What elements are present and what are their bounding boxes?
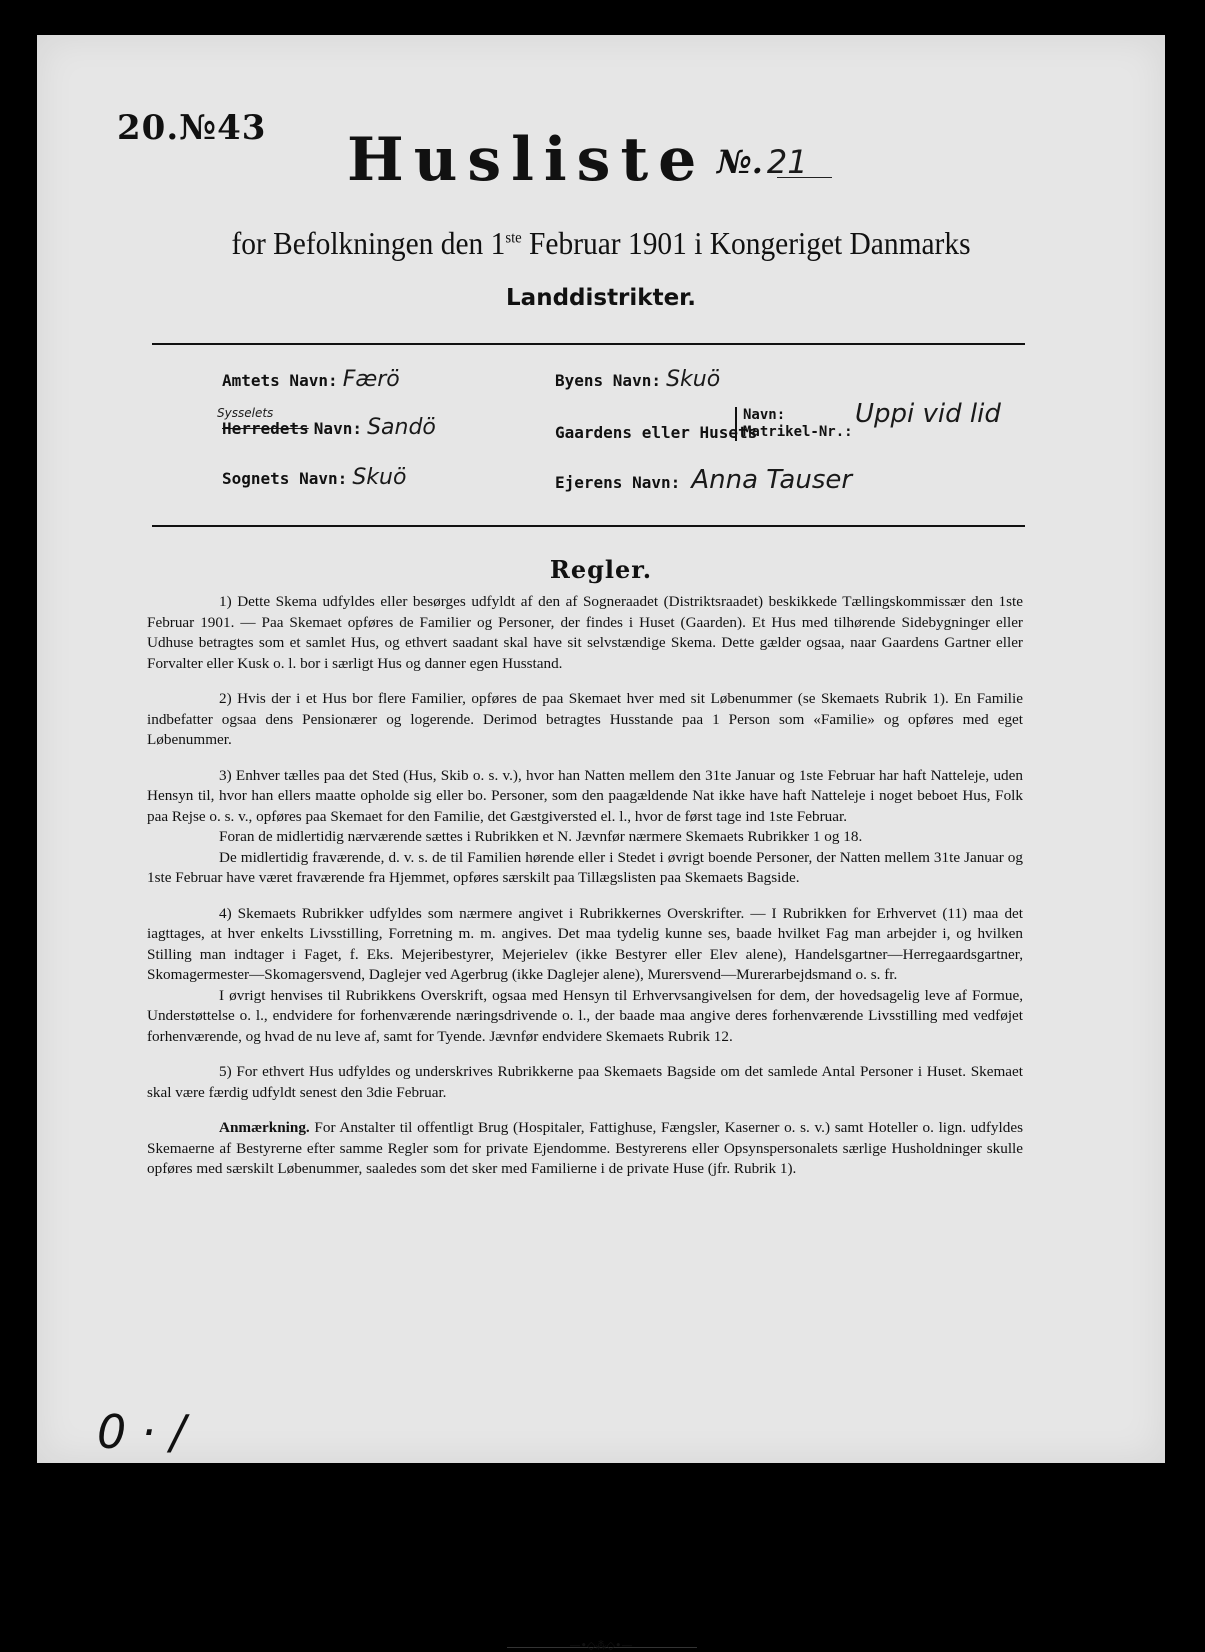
rule-3-present: Foran de midlertidig nærværende sættes i Rubrikken et N. Jævnfør nærmere Skemaets Rubrikker 1 og 18. bbox=[219, 828, 863, 845]
rule-3: 3) Enhver tælles paa det Sted (Hus, Skib o. s. v.), hvor han Natten mellem den 31te Januar og 1ste Februar har haft Natteleje, uden Hensyn til, hvor han ellers maatte opholde sig eller bo. Personer, som den paagældende Nat ikke have haft Natteleje i noget beboet Hus, Folk paa Rejse o. s. v., opføres paa Skemaet for den Familie, det Gæstgiversted el. l., hvor de først tage ind 1ste Februar. bbox=[147, 766, 1023, 825]
sysel-handwritten: Sysselets bbox=[217, 406, 274, 420]
by-label: Byens Navn: bbox=[555, 371, 661, 390]
ejer-field bbox=[555, 465, 852, 495]
gaard-subfields bbox=[735, 407, 853, 441]
number-sign: №. bbox=[717, 143, 763, 181]
sogn-label: Sognets Navn: bbox=[222, 469, 348, 488]
herred-struck-label: Herredets bbox=[222, 419, 309, 438]
by-field bbox=[555, 367, 720, 392]
gaard-matrikel-label: Matrikel-Nr.: bbox=[743, 424, 853, 440]
bottom-handwritten-note: 0 · / bbox=[97, 1405, 186, 1459]
by-value: Skuö bbox=[666, 367, 721, 392]
top-divider bbox=[152, 343, 1025, 345]
house-number bbox=[717, 143, 808, 181]
amt-label: Amtets Navn: bbox=[222, 371, 338, 390]
rule-4: 4) Skemaets Rubrikker udfyldes som nærmere angivet i Rubrikkernes Overskrifter. — I Rubrikken for Erhvervet (11) maa det iagttages, at hver enkelts Livsstilling, Forretning m. m. angives. Det maa tydelig kunne ses, baade hvilket Fag man arbejder i, og hvilken Stilling man indtager i Faget, f. Eks. Mejeribestyrer, Mejerielev (ikke Bestyrer eller Elev alene), Handelsgartner—Herregaardsgartner, Skomagermester—Skomagersvend, Daglejer ved Agerbrug (ikke Daglejer alene), Murersvend—Murerarbejdsmand o. s. fr. bbox=[147, 904, 1023, 983]
rules-heading: Regler. bbox=[549, 555, 653, 584]
sogn-value: Skuö bbox=[352, 465, 407, 490]
rule-4-further: I øvrigt henvises til Rubrikkens Overskrift, ogsaa med Hensyn til Erhvervsangivelsen for dem, der hovedsagelig leve af Formue, Understøttelse o. l., endvidere for forhenværende næringsdrivende o. l., der baade maa angive deres forhenværende Livsstilling med vedføjet forhenværende, og hvad de nu leve af, samt for Tyende. Jævnfør endvidere Skemaets Rubrik 12. bbox=[147, 986, 1023, 1045]
gaard-label: Gaardens eller Husets bbox=[555, 423, 758, 442]
form-serial-number: 20.№43 bbox=[117, 108, 267, 148]
rule-5: 5) For ethvert Hus udfyldes og underskrives Rubrikkerne paa Skemaets Bagside om det samlede Antal Personer i Huset. Skemaet skal være færdig udfyldt senest den 3die Februar. bbox=[147, 1063, 1023, 1101]
annotation bbox=[147, 1118, 1023, 1180]
ejer-value: Anna Tauser bbox=[691, 465, 853, 495]
ornament: —•◇⁂◇•— bbox=[569, 1639, 633, 1652]
amt-field bbox=[222, 367, 400, 392]
gaard-navn-label: Navn: bbox=[743, 407, 786, 423]
form-title: Husliste bbox=[347, 125, 707, 195]
rule-1: 1) Dette Skema udfyldes eller besørges udfyldt af den af Sogneraadet (Distriktsraadet) beskikkede Tællingskommissær den 1ste Februar 1901. — Paa Skemaet opføres de Familier og Personer, der findes i Huset (Gaarden). Et Hus med tilhørende Sidebygninger eller Udhuse betragtes som et samlet Hus, og ethvert saadant skal have sit selvstændige Skema. Dette gælder ogsaa, naar Gaardens Gartner eller Forvalter eller Kusk o. l. bor i særligt Hus og danner egen Husstand. bbox=[147, 593, 1023, 672]
annotation-label: Anmærkning. bbox=[219, 1119, 310, 1136]
herred-value: Sandö bbox=[367, 415, 436, 440]
ejer-label: Ejerens Navn: bbox=[555, 473, 681, 492]
amt-value: Færö bbox=[342, 367, 400, 392]
house-number-value: 21 bbox=[766, 143, 808, 181]
sogn-field bbox=[222, 465, 406, 490]
rule-3-absent: De midlertidig fraværende, d. v. s. de til Familien hørende eller i Stedet i øvrigt boende Personer, der Natten mellem 31te Januar og 1ste Februar have været fraværende fra Hjemmet, opføres særskilt paa Tillægslisten paa Skemaets Bagside. bbox=[147, 848, 1023, 886]
herred-field bbox=[222, 415, 436, 440]
middle-divider bbox=[152, 525, 1025, 527]
annotation-text: For Anstalter til offentligt Brug (Hospitaler, Fattighuse, Fængsler, Kaserner o. s. v.) samt Hoteller o. lign. udfyldes Skemaerne af Bestyrerne efter samme Regler som for private Ejendomme. Bestyrerens eller Opsynspersonalets særlige Husholdninger skulle opføres med særskilt Løbenummer, saaledes som det sker med Familierne i de private Huse (jfr. Rubrik 1). bbox=[147, 1119, 1023, 1177]
herred-label: Navn: bbox=[313, 419, 362, 438]
number-underline bbox=[777, 177, 832, 178]
census-form-page bbox=[37, 35, 1165, 1652]
gaard-value: Uppi vid lid bbox=[855, 399, 1001, 429]
form-subtitle: for Befolkningen den 1ste Februar 1901 i Kongeriget Danmarks bbox=[231, 225, 971, 261]
form-district-type: Landdistrikter. bbox=[506, 285, 696, 311]
rules-body bbox=[147, 592, 1023, 1195]
gaard-field bbox=[555, 423, 757, 442]
rule-2: 2) Hvis der i et Hus bor flere Familier, opføres de paa Skemaet hver med sit Løbenummer (se Skemaets Rubrik 1). En Familie indbefatter ogsaa dens Pensionærer og logerende. Derimod betragtes Husstande paa 1 Person som «Familie» og opføres med eget Løbenummer. bbox=[147, 690, 1023, 748]
